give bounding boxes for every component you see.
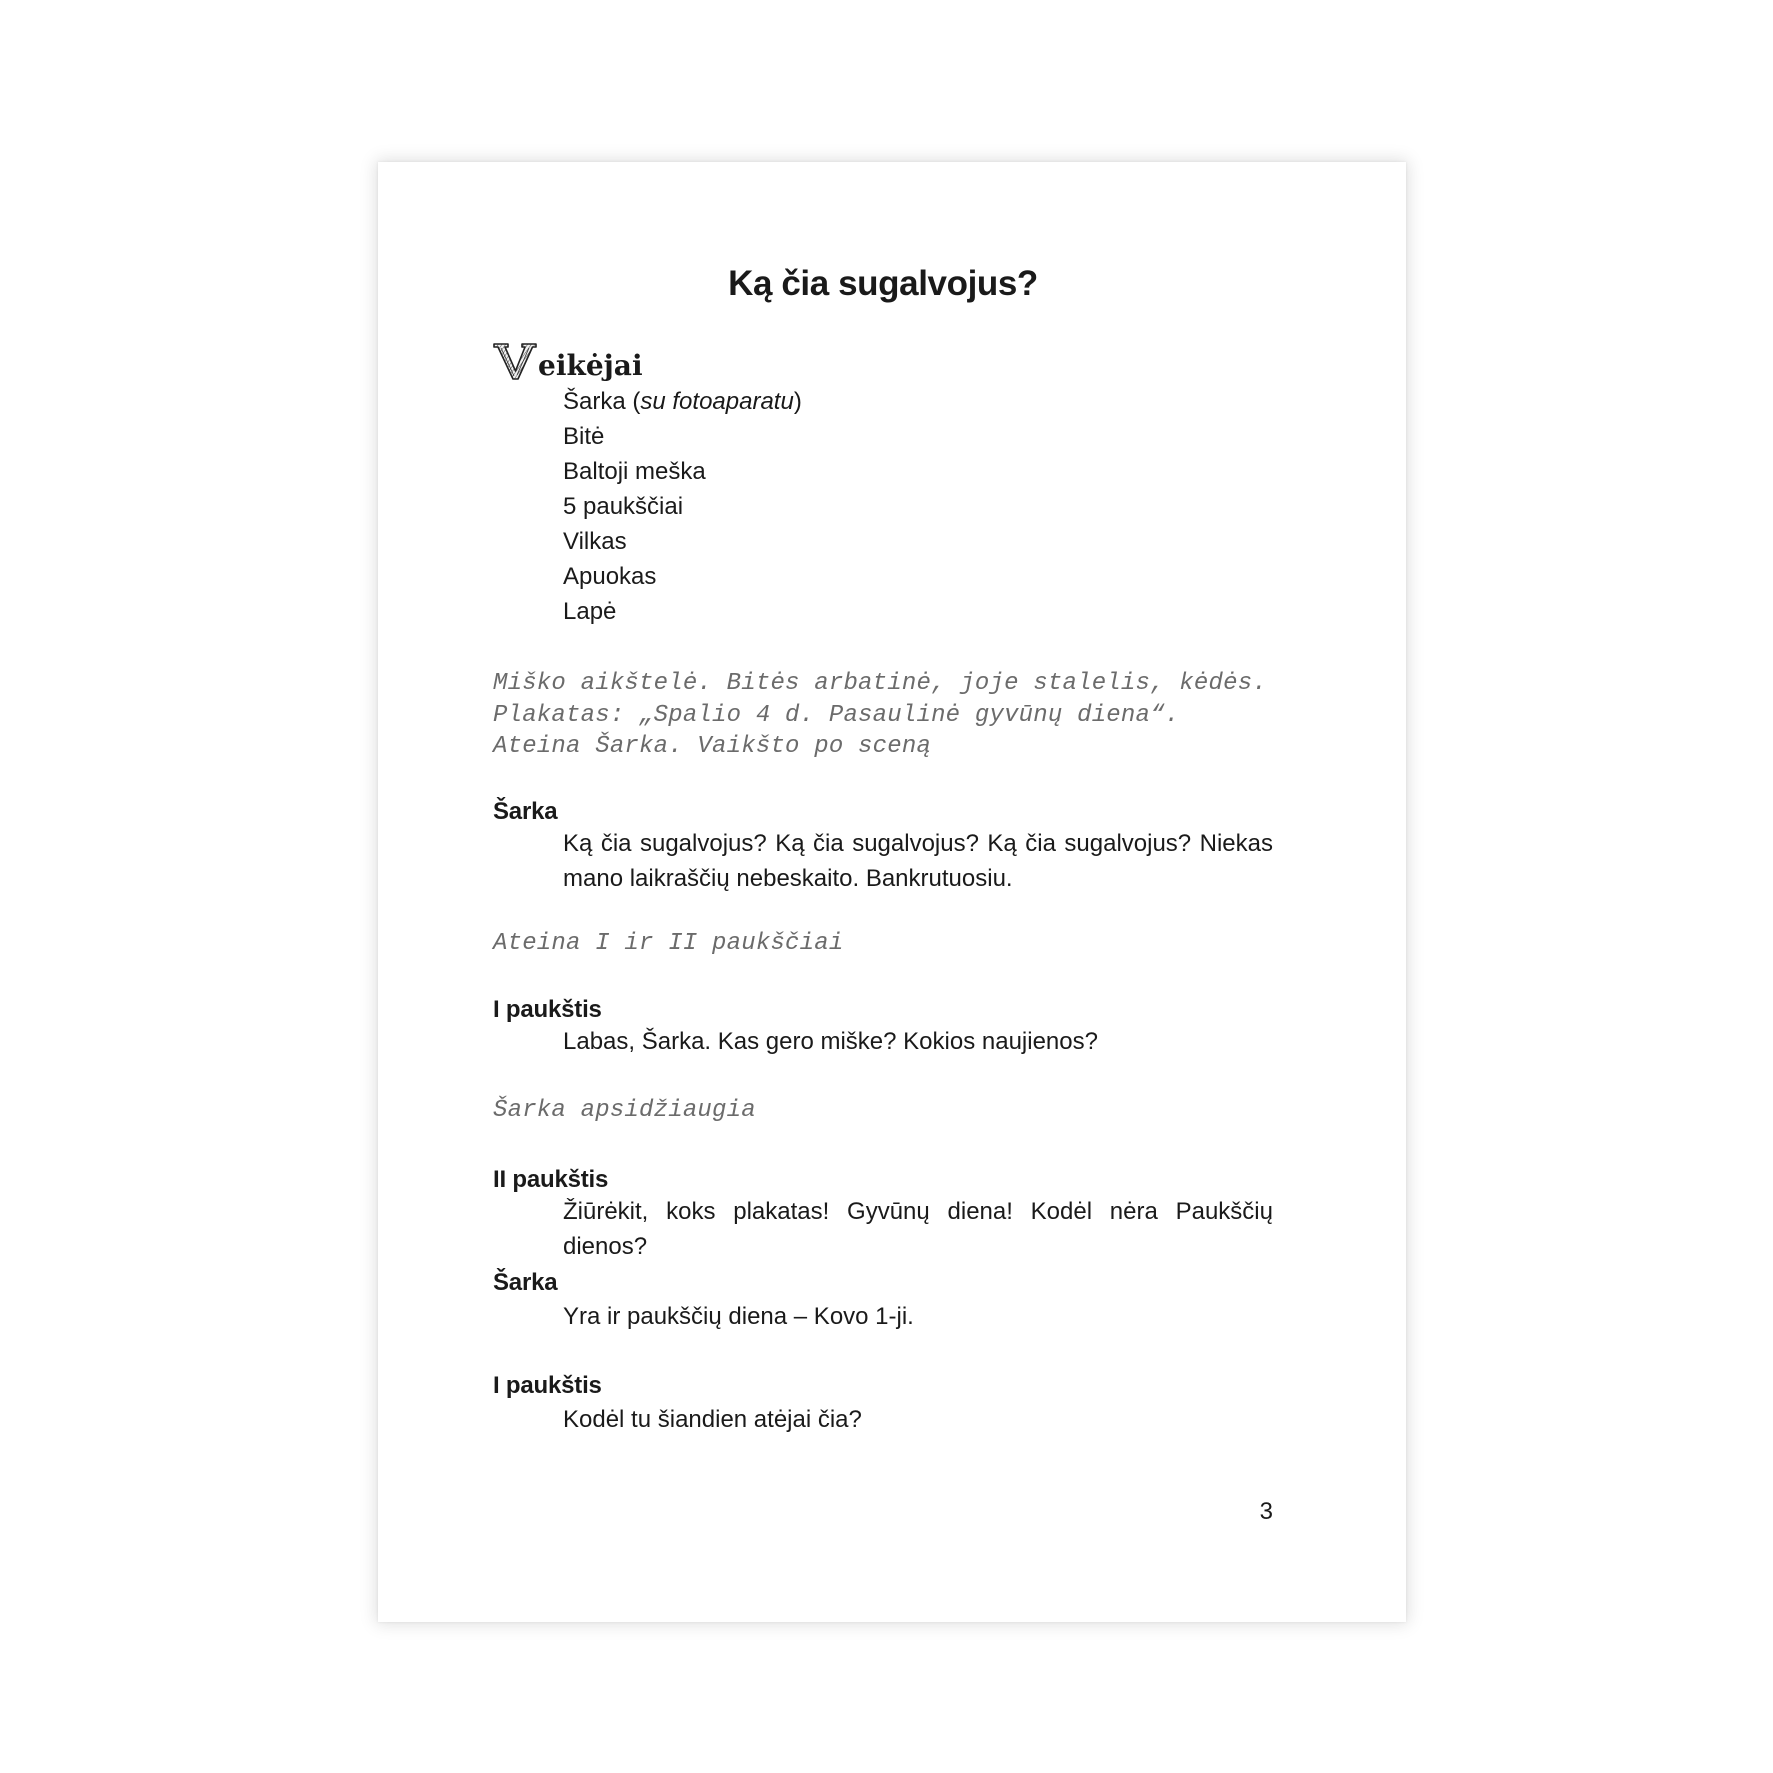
- cast-heading-text: eikėjai: [538, 349, 643, 382]
- book-page: [378, 162, 1406, 1622]
- cast-item: Baltoji meška: [563, 458, 706, 485]
- dialogue-line: Yra ir paukščių diena – Kovo 1-ji.: [563, 1303, 914, 1330]
- stage-line: Ateina Šarka. Vaikšto po sceną: [493, 733, 932, 760]
- dialogue-line: Kodėl tu šiandien atėjai čia?: [563, 1406, 862, 1433]
- cast-heading: [493, 337, 643, 381]
- cast-item: Lapė: [563, 598, 617, 625]
- page-title: Ką čia sugalvojus?: [728, 264, 1038, 303]
- cast-item-paren-open: (: [625, 388, 641, 415]
- cast-list: [563, 384, 802, 629]
- cast-item: [563, 384, 802, 419]
- speaker-name: Šarka: [493, 1269, 558, 1296]
- speaker-name: Šarka: [493, 798, 558, 825]
- dialogue-line: Ką čia sugalvojus? Ką čia sugalvojus? Ką čia sugalvojus? Niekas mano laikraščių nebeskaito. Bankrutuosiu.: [563, 830, 1273, 892]
- cast-item: 5 paukščiai: [563, 493, 684, 520]
- dialogue-line: Labas, Šarka. Kas gero miške? Kokios naujienos?: [563, 1028, 1098, 1055]
- speaker-name: I paukštis: [493, 996, 602, 1023]
- dialogue-line: Žiūrėkit, koks plakatas! Gyvūnų diena! Kodėl nėra Paukščių dienos?: [563, 1198, 1273, 1260]
- stage-line: Miško aikštelė. Bitės arbatinė, joje stalelis, kėdės.: [493, 670, 1267, 697]
- cast-item: Bitė: [563, 423, 605, 450]
- speaker-name: I paukštis: [493, 1372, 602, 1399]
- speaker-name: II paukštis: [493, 1166, 609, 1193]
- cast-item-name: Šarka: [563, 388, 626, 415]
- cast-item-paren-close: ): [793, 388, 802, 415]
- ornamental-drop-cap-v: [493, 341, 537, 381]
- stage-direction: Šarka apsidžiaugia: [493, 1097, 756, 1124]
- page-number: 3: [1259, 1498, 1273, 1525]
- cast-item-note: su fotoaparatu: [640, 388, 794, 415]
- stage-line: Plakatas: „Spalio 4 d. Pasaulinė gyvūnų diena“.: [493, 701, 1180, 729]
- cast-item: Vilkas: [563, 528, 627, 555]
- cast-item: Apuokas: [563, 563, 657, 590]
- stage-direction: Ateina I ir II paukščiai: [493, 930, 844, 957]
- stage-direction: [493, 668, 1267, 763]
